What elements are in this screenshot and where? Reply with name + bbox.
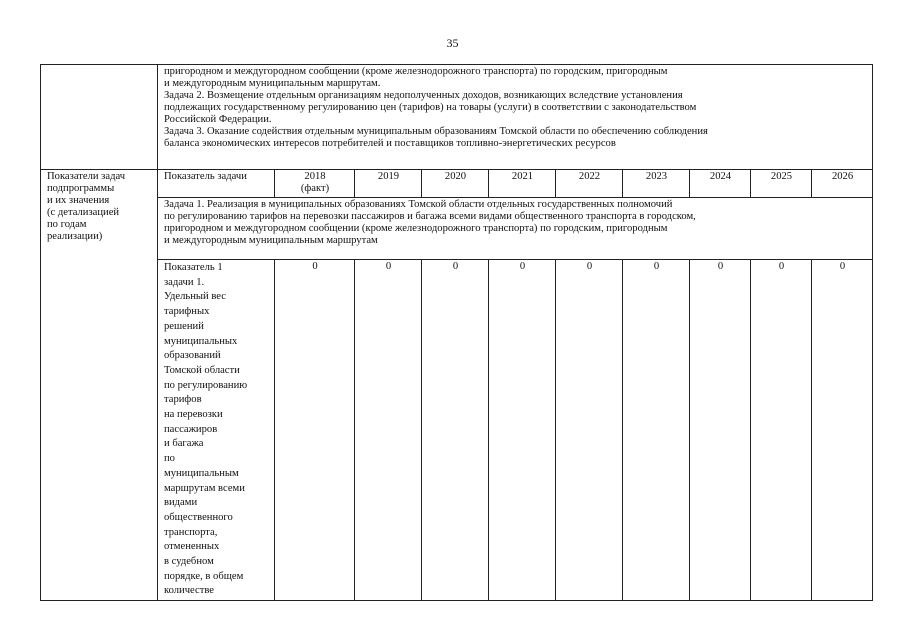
text-line: образований — [164, 350, 221, 362]
text-line: порядке, в общем — [164, 570, 244, 582]
text-line: подлежащих государственному регулированию цен (тарифов) на товары (услуги) в соответствии с законодательством — [164, 102, 697, 113]
text-line: Российской Федерации. — [164, 114, 272, 125]
year-header: 2023 — [623, 170, 690, 198]
text-line: (с детализацией — [47, 207, 120, 218]
text-line: реализации) — [47, 231, 103, 242]
year-header: 2021 — [489, 170, 556, 198]
year-header: 2020 — [422, 170, 489, 198]
text-line: и междугородным муниципальным маршрутам. — [164, 78, 381, 89]
text-line: и багажа — [164, 438, 204, 450]
value-cell: 0 — [422, 260, 489, 601]
indicators-label-cell — [41, 170, 158, 601]
text-line: по годам — [47, 219, 87, 230]
page-number: 35 — [446, 36, 459, 50]
text-line: пригородном и междугородном сообщении (кроме железнодорожного транспорта) по городским, пригородным — [164, 223, 668, 234]
text-line: и междугородным муниципальным маршрутам — [164, 235, 378, 246]
text-line: и их значения — [47, 195, 110, 206]
text-line: Задача 3. Оказание содействия отдельным муниципальным образованиям Томской области по обеспечению соблюдения — [164, 126, 708, 137]
text-line: видами — [164, 497, 198, 509]
task-list-cell — [158, 65, 873, 170]
year-header: 2024 — [690, 170, 751, 198]
text-line: Задача 1. Реализация в муниципальных образованиях Томской области отдельных государственных полномочий — [164, 199, 673, 210]
year-header: 2018 (факт) — [275, 170, 355, 198]
text-line: баланса экономических интересов потребителей и поставщиков топливно-энергетических ресурсов — [164, 138, 616, 149]
value-cell: 0 — [623, 260, 690, 601]
value-cell: 0 — [812, 260, 873, 601]
text-line: Задача 2. Возмещение отдельным организациям недополученных доходов, возникающих вследствие установления — [164, 90, 683, 101]
text-line: подпрограммы — [47, 183, 115, 194]
indicator1-cell — [158, 260, 275, 601]
text-line: на перевозки — [164, 409, 223, 421]
text-line: по регулированию — [164, 379, 248, 391]
year-header: 2026 — [812, 170, 873, 198]
table-row — [41, 65, 873, 170]
task1-cell — [158, 198, 873, 260]
text-line: транспорта, — [164, 526, 218, 538]
value-cell: 0 — [275, 260, 355, 601]
table-row — [41, 260, 873, 601]
text-line: муниципальных — [164, 335, 238, 347]
text-line: общественного — [164, 511, 233, 523]
text-line: задачи 1. — [164, 276, 205, 288]
text-line: отмененных — [164, 541, 220, 553]
value-cell: 0 — [690, 260, 751, 601]
text-line: количестве — [164, 585, 214, 597]
text-line: маршрутам всеми — [164, 482, 245, 494]
table-row — [41, 198, 873, 260]
text-line: муниципальным — [164, 467, 239, 479]
text-line: пассажиров — [164, 423, 218, 435]
text-line: Показатели задач — [47, 171, 126, 182]
year-header: 2022 — [556, 170, 623, 198]
text-line: по регулированию тарифов на перевозки пассажиров и багажа всеми видами общественного транспорта в городском, — [164, 211, 696, 222]
text-line: пригородном и междугородном сообщении (кроме железнодорожного транспорта) по городским, пригородным — [164, 66, 668, 77]
text-line: Томской области — [164, 364, 240, 376]
text-line: Показатель 1 — [164, 262, 223, 273]
text-line: решений — [164, 320, 204, 332]
text-line: по — [164, 453, 175, 465]
text-line: в судебном — [164, 556, 214, 568]
indicators-table — [40, 64, 873, 601]
value-cell: 0 — [489, 260, 556, 601]
table-header-row — [41, 170, 873, 198]
year-header: 2019 — [355, 170, 422, 198]
empty-cell — [41, 65, 158, 170]
value-cell: 0 — [556, 260, 623, 601]
year-header: 2025 — [751, 170, 812, 198]
text-line: Удельный вес — [164, 291, 226, 303]
text-line: тарифных — [164, 306, 210, 318]
value-cell: 0 — [751, 260, 812, 601]
text-line: тарифов — [164, 394, 202, 406]
value-cell: 0 — [355, 260, 422, 601]
indicator-header: Показатель задачи — [158, 170, 275, 198]
